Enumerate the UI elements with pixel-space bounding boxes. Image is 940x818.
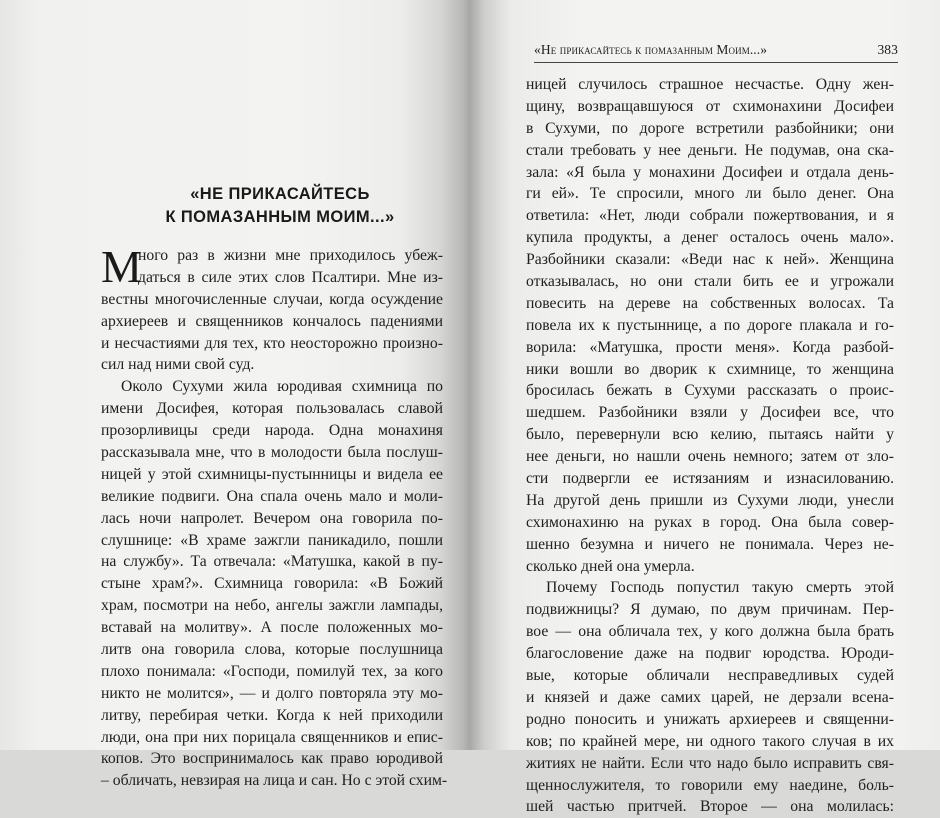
text-line: ворила: «Матушка, прости меня». Когда разбой-	[526, 338, 894, 356]
chapter-title	[150, 183, 410, 229]
drop-cap: М	[101, 241, 142, 292]
left-page	[0, 0, 470, 790]
text-line: вые, которые обличали несправедливых судей	[526, 667, 894, 685]
text-line: отказывалась, но они стали бить ее и угрожали	[526, 273, 894, 291]
text-line: на службу». Та отвечала: «Матушка, какой в пу-	[101, 553, 443, 571]
text-line: храм, посмотри на небо, ангелы зажгли лампады,	[101, 597, 443, 615]
text-line: люди, она при них порицала священников и епис-	[101, 728, 443, 746]
text-line: шенно безумна и ничего не понимала. Через не-	[526, 535, 894, 553]
text-line: литву, перебирая четки. Когда к ней приходили	[101, 706, 443, 724]
text-line: бросилась бежать в Сухуми рассказать о проис-	[526, 382, 894, 400]
text-line: шей частью притчей. Второе — она молилась:	[526, 798, 894, 816]
text-line: стали требовать у нее деньги. Не подумав, она ска-	[526, 141, 894, 159]
text-line: прозорливицы среди народа. Одна монахиня	[101, 422, 443, 440]
text-line: родно поносить и унижать архиереев и священни-	[526, 710, 894, 728]
text-line: слушнице: «В храме зажгли паникадило, пошли	[101, 531, 443, 549]
text-line: ного раз в жизни мне приходилось убеж-	[138, 247, 443, 264]
text-line: лась ночи напролет. Вечером она говорила по-	[101, 509, 443, 527]
right-page	[470, 0, 940, 816]
text-line: На другой день пришли из Сухуми люди, унесли	[526, 491, 894, 509]
text-line: даться в силе этих слов Псалтири. Мне из-	[138, 268, 443, 286]
text-line: повела их к пустыннице, а по дороге плакала и го-	[526, 316, 894, 334]
text-line: литв она говорила слова, которые послушница	[101, 641, 443, 659]
text-line: щину, возвращавшуюся от схимонахини Досифеи	[526, 97, 894, 115]
text-line: нее деньги, но нашли очень немного; затем от зло-	[526, 448, 894, 466]
text-line: было, перевернули всю келию, пытаясь найти у	[526, 426, 894, 444]
header-rule	[534, 62, 898, 63]
text-line: вестны многочисленные случаи, когда осуждение	[101, 290, 443, 308]
text-line: сил над ними свой суд.	[101, 356, 255, 374]
text-line: вставай на молитву». А после положенных мо-	[101, 619, 443, 637]
text-line: щеннослужителя, то говорили ему наедине, боль-	[526, 776, 894, 794]
text-line: купила продукты, а денег осталось очень мало».	[526, 229, 894, 247]
text-line: Разбойники сказали: «Веди нас к ней». Женщина	[526, 251, 894, 269]
text-line: зала: «Я была у монахини Досифеи и отдала день-	[526, 163, 894, 181]
text-line: – обличать, невзирая на лица и сан. Но с этой схим-	[101, 772, 448, 790]
text-line: великие подвиги. Она спала очень мало и моли-	[101, 487, 443, 505]
text-line: ков; по крайней мере, ни одного такого случая в их	[526, 732, 894, 750]
text-line: ницей случилось страшное несчастье. Одну жен-	[526, 76, 894, 93]
text-line: копов. Это воспринималось как право юродивой	[101, 750, 443, 768]
text-line: плохо понимала: «Господи, помилуй тех, за кого	[101, 662, 443, 680]
text-line: ответила: «Нет, люди собрали пожертвования, и я	[526, 207, 894, 225]
text-line: сколько дней она умерла.	[526, 557, 695, 575]
text-line: никто не молится», — и долго повторяла эту мо-	[101, 684, 443, 702]
running-header	[534, 42, 898, 58]
text-line: Около Сухуми жила юродивая схимница по	[121, 378, 443, 396]
text-line: и несчастиями для тех, кто неосторожно произно-	[101, 334, 443, 352]
text-line: ницей у этой схимницы-пустынницы и видела ее	[101, 465, 443, 483]
text-line: архиереев и священников кончалось падениями	[101, 312, 443, 330]
chapter-title-line-1: «НЕ ПРИКАСАЙТЕСЬ	[190, 185, 370, 203]
text-line: шедшем. Разбойники взяли у Досифеи все, что	[526, 404, 894, 422]
text-line: житиях не найти. Если что надо было исправить свя-	[526, 754, 894, 772]
text-line: ги ей». Те спросили, много ли было денег. Она	[526, 185, 894, 203]
text-line: сти подвергли ее истязаниям и изнасилованию.	[526, 470, 894, 488]
text-line: и князей и даже самих царей, не дерзали всена-	[526, 688, 894, 706]
page-number: 383	[877, 42, 898, 57]
text-line: подвижницы? Я думаю, по двум причинам. Пер-	[526, 601, 894, 619]
text-line: в Сухуми, по дороге встретили разбойники; они	[526, 119, 894, 137]
text-line: благословение даже на подвиг юродства. Юроди-	[526, 645, 894, 663]
left-body-text	[101, 241, 448, 792]
text-line: повесить на дереве на собственных волосах. Та	[526, 294, 894, 312]
text-line: рассказывала мне, что в молодости была послуш-	[101, 444, 443, 462]
text-line: Почему Господь попустил такую смерть этой	[546, 579, 894, 597]
right-body-text	[526, 74, 894, 818]
running-header-title: «Не прикасайтесь к помазанным Моим...»	[534, 42, 768, 57]
text-line: схимонахиню на руках в город. Она была совер-	[526, 513, 894, 531]
text-line: вое — она обличала тех, у кого должна была брать	[526, 623, 894, 641]
text-line: стыне храм?». Схимница говорила: «В Божий	[101, 575, 443, 593]
chapter-title-line-2: К ПОМАЗАННЫМ МОИМ...»	[165, 208, 395, 226]
text-line: имени Досифея, которая пользовалась славой	[101, 400, 443, 418]
text-line: ники вошли во дворик к схимнице, то женщина	[526, 360, 894, 378]
